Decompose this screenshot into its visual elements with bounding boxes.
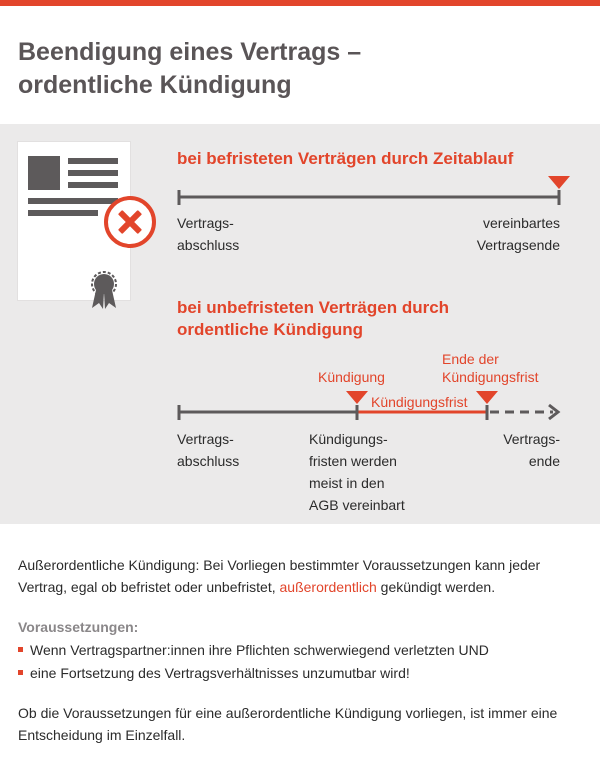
fixed-term-heading: bei befristeten Verträgen durch Zeitablauf [177,149,514,168]
agb-note-line-2: fristen werden [309,453,397,469]
fixed-end-label-line-2: Vertragsende [476,237,560,253]
extraordinary-highlight: außerordentlich [279,579,377,595]
document-text-line [68,158,118,164]
document-text-line [28,210,98,216]
requirement-item-2: eine Fortsetzung des Vertragsverhältnisses unzumutbar wird! [18,663,410,683]
closing-line-1: Ob die Voraussetzungen für eine außerordentliche Kündigung vorliegen, ist immer eine [18,705,558,721]
open-start-label-line-2: abschluss [177,453,240,469]
closing-line-2: Entscheidung im Einzelfall. [18,727,186,743]
document-text-line [68,182,118,188]
page-title [18,36,578,102]
extraordinary-text-b: gekündigt werden. [376,579,496,595]
notice-end-label [442,350,539,386]
document-text-line [28,198,118,204]
extraordinary-line-2 [18,576,540,598]
fixed-start-label [177,212,239,256]
open-term-heading-line-1: bei unbefristeten Verträgen durch [177,298,450,317]
kuendigung-label: Kündigung [318,369,385,385]
document-text-line [68,170,118,176]
fixed-end-label [460,212,560,256]
top-accent-bar [0,0,600,6]
agb-note-line-3: meist in den [309,475,385,491]
fixed-start-label-line-1: Vertrags- [177,215,234,231]
x-cancel-icon [104,196,156,248]
page-title-line-1: Beendigung eines Vertrags – [18,38,362,66]
notice-period-label: Kündigungsfrist [371,394,468,410]
fixed-start-label-line-2: abschluss [177,237,240,253]
open-end-label-line-2: ende [528,453,560,469]
open-end-label-line-1: Vertrags- [503,431,560,447]
open-term-heading-line-2: ordentliche Kündigung [177,320,364,339]
open-term-heading [177,297,449,341]
extraordinary-paragraph [18,554,540,598]
notice-end-label-line-1: Ende der [442,351,499,367]
requirement-item-1: Wenn Vertragspartner:innen ihre Pflichten schwerwiegend verletzten UND [18,640,489,660]
notice-end-label-line-2: Kündigungsfrist [442,369,539,385]
notice-periods-agb-note [309,428,405,516]
open-start-label-line-1: Vertrags- [177,431,234,447]
agb-note-line-1: Kündigungs- [309,431,388,447]
agb-note-line-4: AGB vereinbart [309,497,405,513]
open-start-label [177,428,239,472]
fixed-end-label-line-1: vereinbartes [482,215,560,231]
requirements-heading: Voraussetzungen: [18,619,139,635]
open-end-label [470,428,560,472]
page-title-line-2: ordentliche Kündigung [18,71,292,99]
seal-icon [90,270,118,310]
closing-paragraph [18,702,557,746]
extraordinary-line-1: Außerordentliche Kündigung: Bei Vorliegen bestimmter Voraussetzungen kann jeder [18,557,541,573]
document-image-block [28,156,60,190]
extraordinary-text-a: Vertrag, egal ob befristet oder unbefristet, [18,579,280,595]
